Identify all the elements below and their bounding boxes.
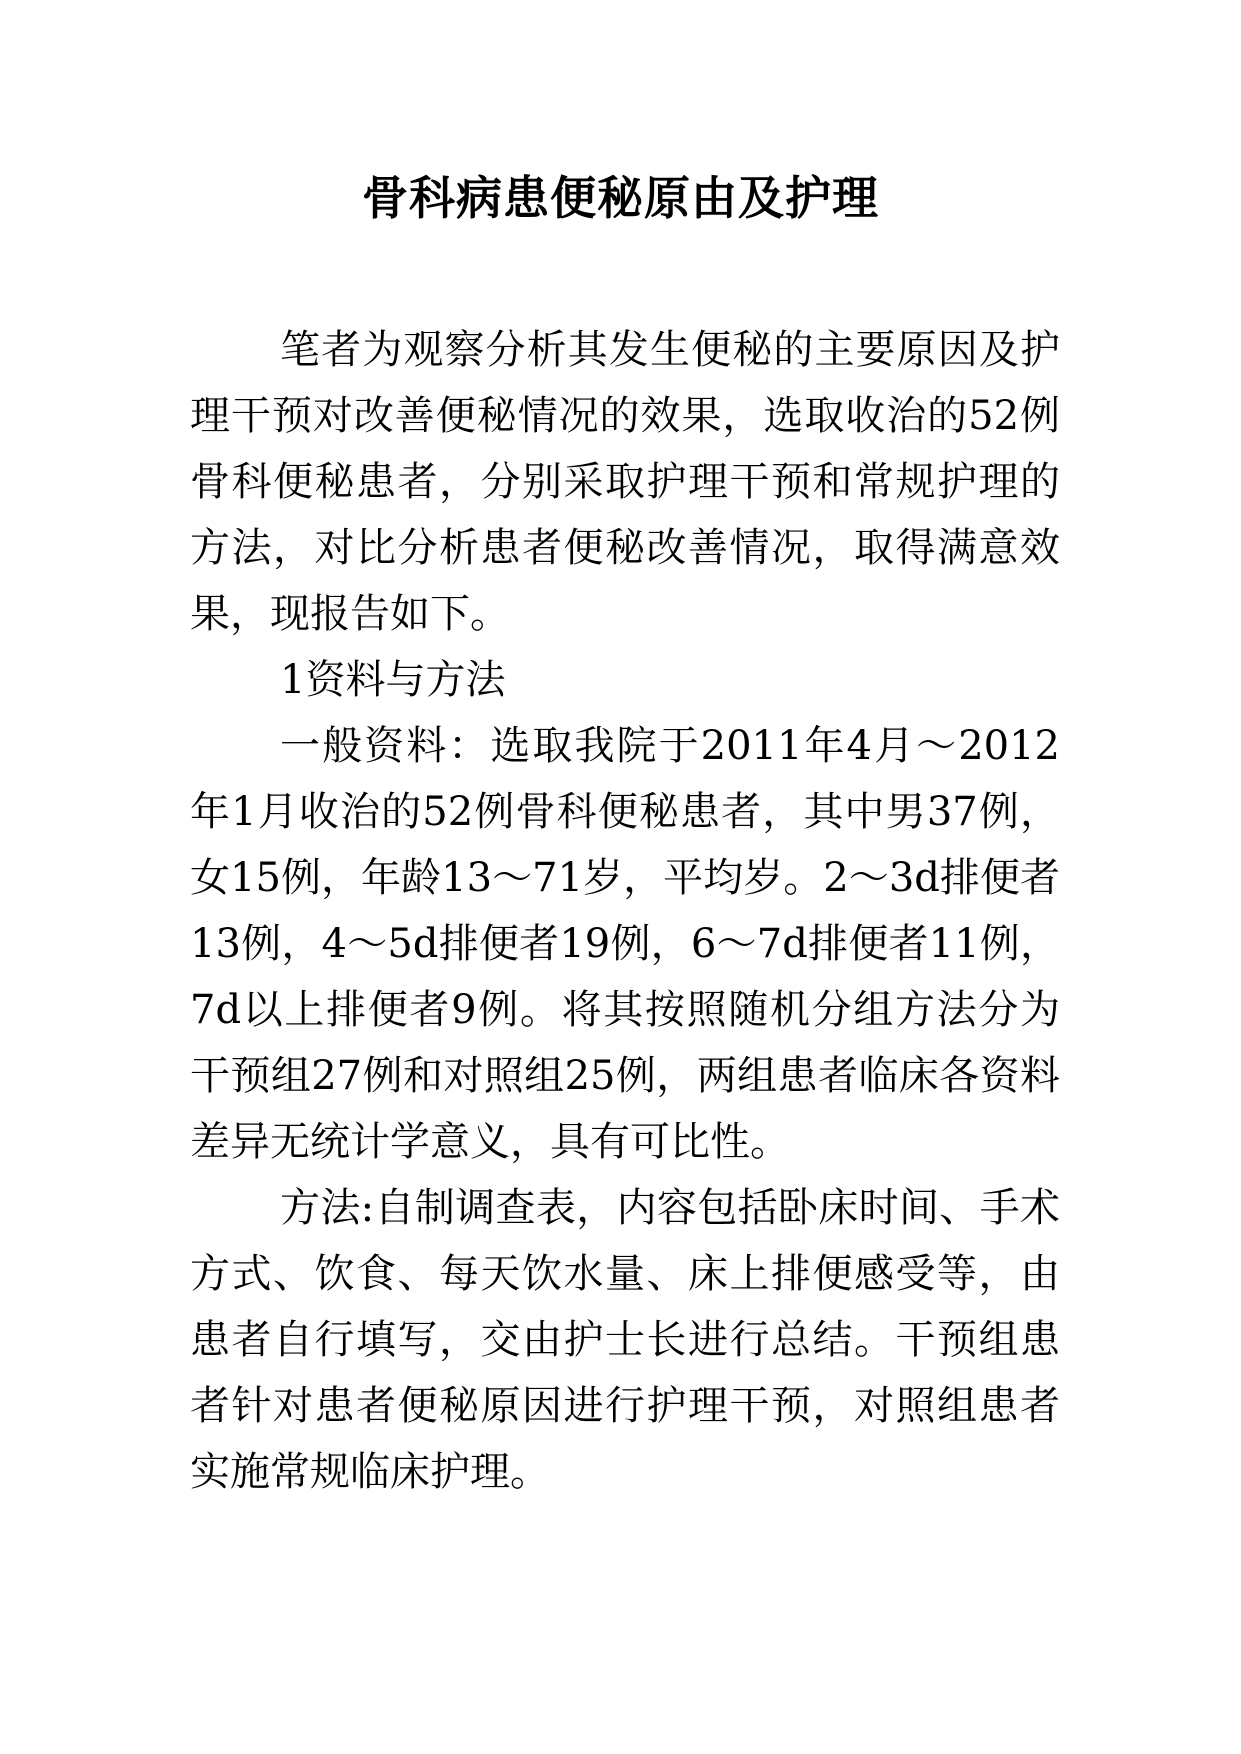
paragraph-method: 方法:自制调查表，内容包括卧床时间、手术方式、饮食、每天饮水量、床上排便感受等，由患者自行填写，交由护士长进行总结。干预组患者针对患者便秘原因进行护理干预，对照组患者实施常规临床护理。 <box>190 1185 1060 1495</box>
paragraph-intro: 笔者为观察分析其发生便秘的主要原因及护理干预对改善便秘情况的效果，选取收治的52例骨科便秘患者，分别采取护理干预和常规护理的方法，对比分析患者便秘改善情况，取得满意效果，现报告如下。 <box>190 327 1060 637</box>
section-heading: 1资料与方法 <box>280 657 506 703</box>
document-body <box>190 317 1060 1505</box>
paragraph-general-info: 一般资料：选取我院于2011年4月～2012年1月收治的52例骨科便秘患者，其中男37例，女15例，年龄13～71岁，平均岁。2～3d排便者13例，4～5d排便者19例，6～7d排便者11例，7d以上排便者9例。将其按照随机分组方法分为干预组27例和对照组25例，两组患者临床各资料差异无统计学意义，具有可比性。 <box>190 723 1060 1165</box>
document-title: 骨科病患便秘原由及护理 <box>362 171 879 225</box>
